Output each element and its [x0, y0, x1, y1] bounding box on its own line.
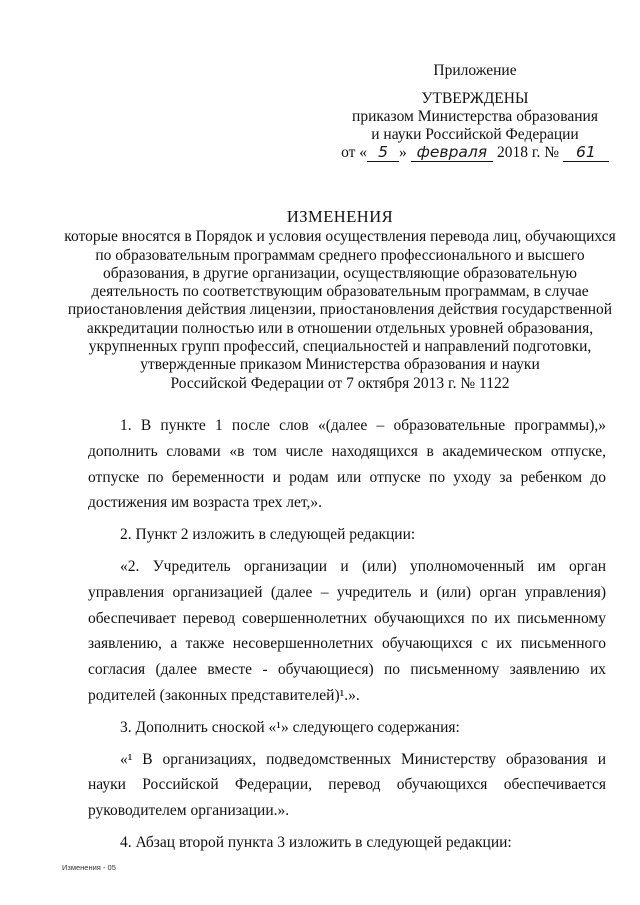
title-line: образования, в другие организации, осуществляющие образовательную	[103, 264, 577, 282]
document-title	[40, 208, 640, 393]
title-heading: ИЗМЕНЕНИЯ	[286, 207, 394, 226]
title-line: которые вносятся в Порядок и условия осуществления перевода лиц, обучающихся	[64, 228, 616, 246]
handwritten-month: февраля	[411, 144, 494, 162]
handwritten-order-number: 61	[563, 144, 609, 162]
paragraph-4: 3. Дополнить сноской «¹» следующего содержания:	[120, 718, 460, 736]
title-line: утвержденные приказом Министерства образования и науки	[140, 356, 540, 374]
date-year: 2018 г. №	[497, 144, 560, 161]
paragraph-3: «2. Учредитель организации и (или) уполномоченный им орган управления организацией (далее – учредитель и (или) орган управления) обеспечивает перевод совершеннолетних обучающихся по их письменному заявлению, а также несовершеннолетних обучающихся с их письменного согласия (далее вместе - обучающиеся) по письменному заявлению их родителей (законных представителей)¹.».	[88, 557, 606, 704]
title-line: приостановления действия лицензии, приостановления действия государственной	[67, 301, 613, 319]
order-line-1: приказом Министерства образования	[352, 108, 598, 125]
title-line: Российской Федерации от 7 октября 2013 г. № 1122	[170, 374, 510, 392]
order-line-2: и науки Российской Федерации	[371, 126, 579, 143]
paragraph-1: 1. В пункте 1 после слов «(далее – образовательные программы),» дополнить словами «в том числе находящихся в академическом отпуске, отпуске по беременности и родам или отпуске по уходу за ребенком до достижения им возраста трех лет,».	[88, 417, 606, 512]
approval-block	[330, 62, 620, 162]
paragraph-6: 4. Абзац второй пункта 3 изложить в следующей редакции:	[120, 833, 512, 851]
handwritten-day: 5	[367, 144, 399, 162]
paragraph-5: «¹ В организациях, подведомственных Министерству образования и науки Российской Федерации, перевод обучающихся обеспечивается руководителем организации.».	[88, 750, 606, 820]
order-date-line	[330, 144, 620, 162]
paragraph-2: 2. Пункт 2 изложить в следующей редакции:	[120, 526, 416, 544]
title-line: аккредитации полностью или в отношении отдельных уровней образования,	[86, 319, 594, 337]
title-line: по образовательным программам среднего профессионального и высшего	[95, 246, 585, 264]
appendix-label: Приложение	[433, 62, 517, 79]
document-body	[88, 413, 606, 856]
date-prefix: от «	[341, 144, 368, 161]
approved-label: УТВЕРЖДЕНЫ	[421, 90, 529, 107]
title-line: укрупненных групп профессий, специальностей и направлений подготовки,	[88, 338, 592, 356]
title-line: деятельность по соответствующим образовательным программам, в случае	[91, 283, 589, 301]
date-mid: »	[399, 144, 407, 161]
footer-label: Изменения - 05	[62, 863, 116, 872]
